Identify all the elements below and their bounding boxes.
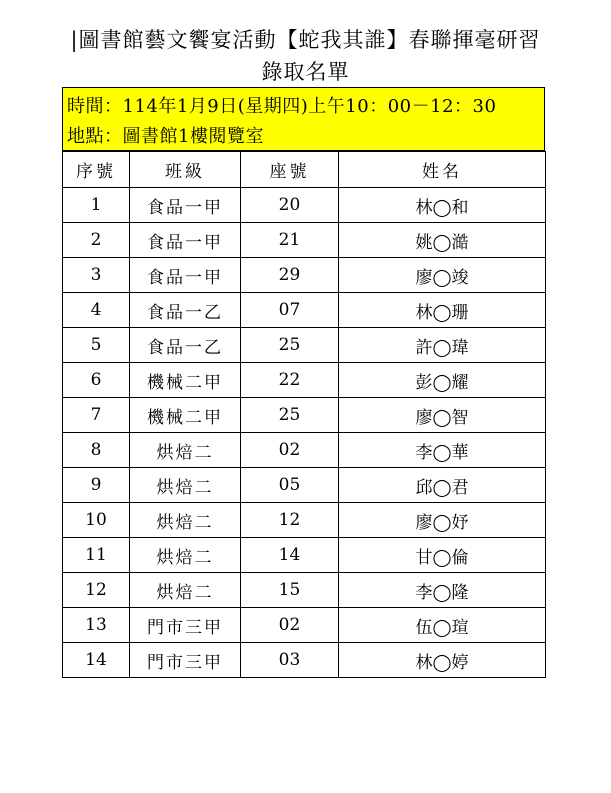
cell-seat: 22 xyxy=(241,363,339,398)
cell-class: 食品一甲 xyxy=(130,258,241,293)
table-row xyxy=(63,363,546,398)
table-row xyxy=(63,608,546,643)
cell-number: 6 xyxy=(63,363,130,398)
cell-number: 7 xyxy=(63,398,130,433)
header-name: 姓名 xyxy=(339,152,546,188)
cell-seat: 07 xyxy=(241,293,339,328)
cell-number: 1 xyxy=(63,188,130,223)
cell-number: 13 xyxy=(63,608,130,643)
cell-seat: 20 xyxy=(241,188,339,223)
cell-name: 甘◯倫 xyxy=(339,538,546,573)
cell-seat: 25 xyxy=(241,398,339,433)
cell-name: 邱◯君 xyxy=(339,468,546,503)
cell-number: 4 xyxy=(63,293,130,328)
table-row xyxy=(63,538,546,573)
cell-number: 14 xyxy=(63,643,130,678)
table-row xyxy=(63,468,546,503)
cell-name: 伍◯瑄 xyxy=(339,608,546,643)
cell-seat: 12 xyxy=(241,503,339,538)
table-row xyxy=(63,258,546,293)
cell-seat: 14 xyxy=(241,538,339,573)
cell-name: 廖◯智 xyxy=(339,398,546,433)
table-row xyxy=(63,503,546,538)
cell-name: 林◯和 xyxy=(339,188,546,223)
table-row xyxy=(63,643,546,678)
cell-class: 食品一乙 xyxy=(130,328,241,363)
cell-name: 廖◯竣 xyxy=(339,258,546,293)
cell-number: 11 xyxy=(63,538,130,573)
cell-seat: 21 xyxy=(241,223,339,258)
cell-name: 廖◯妤 xyxy=(339,503,546,538)
table-header-row xyxy=(63,152,546,188)
cell-number: 2 xyxy=(63,223,130,258)
cell-seat: 03 xyxy=(241,643,339,678)
cell-name: 李◯華 xyxy=(339,433,546,468)
cell-class: 烘焙二 xyxy=(130,468,241,503)
cell-number: 3 xyxy=(63,258,130,293)
cell-seat: 02 xyxy=(241,433,339,468)
cell-name: 姚◯澔 xyxy=(339,223,546,258)
table-row xyxy=(63,188,546,223)
cell-name: 林◯珊 xyxy=(339,293,546,328)
cell-seat: 29 xyxy=(241,258,339,293)
cell-class: 烘焙二 xyxy=(130,503,241,538)
table-row xyxy=(63,328,546,363)
cell-class: 食品一甲 xyxy=(130,188,241,223)
admission-table xyxy=(62,151,546,678)
document-subtitle: 錄取名單 xyxy=(261,60,350,84)
cell-class: 烘焙二 xyxy=(130,538,241,573)
event-time: 時間：114年1月9日(星期四)上午10：00－12：30 xyxy=(67,96,497,117)
event-info-box xyxy=(62,87,545,151)
cell-class: 烘焙二 xyxy=(130,573,241,608)
cell-name: 李◯隆 xyxy=(339,573,546,608)
cell-class: 食品一甲 xyxy=(130,223,241,258)
cell-number: 9 xyxy=(63,468,130,503)
cell-class: 機械二甲 xyxy=(130,363,241,398)
cell-seat: 05 xyxy=(241,468,339,503)
cell-name: 林◯婷 xyxy=(339,643,546,678)
cell-name: 彭◯耀 xyxy=(339,363,546,398)
header-seat: 座號 xyxy=(241,152,339,188)
table-row xyxy=(63,293,546,328)
cell-seat: 25 xyxy=(241,328,339,363)
cell-number: 12 xyxy=(63,573,130,608)
table-row xyxy=(63,573,546,608)
cell-seat: 02 xyxy=(241,608,339,643)
table-row xyxy=(63,433,546,468)
cell-number: 5 xyxy=(63,328,130,363)
header-number: 序號 xyxy=(63,152,130,188)
header-class: 班級 xyxy=(130,152,241,188)
cell-number: 8 xyxy=(63,433,130,468)
cell-class: 食品一乙 xyxy=(130,293,241,328)
cell-class: 烘焙二 xyxy=(130,433,241,468)
cell-class: 門市三甲 xyxy=(130,608,241,643)
cell-name: 許◯瑋 xyxy=(339,328,546,363)
cell-class: 門市三甲 xyxy=(130,643,241,678)
table-row xyxy=(63,223,546,258)
table-row xyxy=(63,398,546,433)
document-title: |圖書館藝文饗宴活動【蛇我其誰】春聯揮毫研習 xyxy=(70,28,541,52)
event-place: 地點：圖書館1樓閱覽室 xyxy=(67,126,264,147)
cell-seat: 15 xyxy=(241,573,339,608)
cell-class: 機械二甲 xyxy=(130,398,241,433)
cell-number: 10 xyxy=(63,503,130,538)
